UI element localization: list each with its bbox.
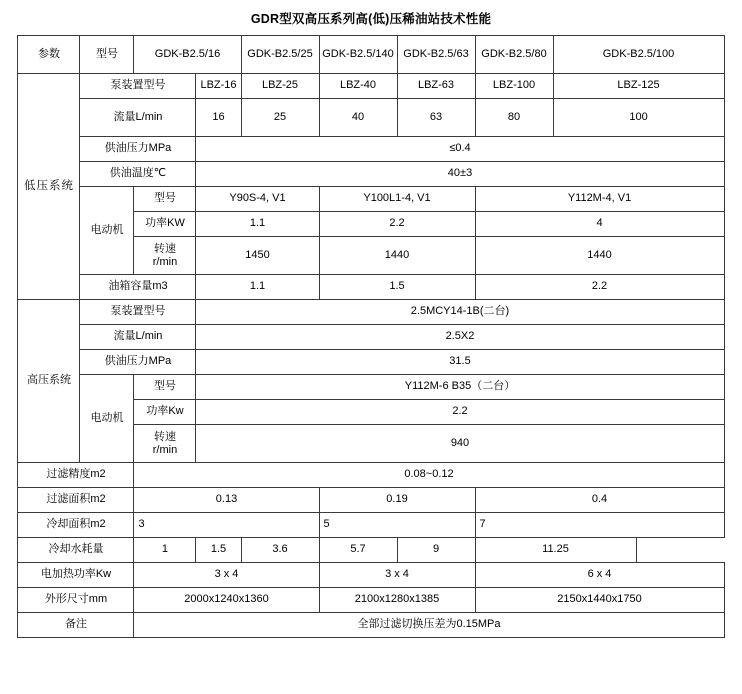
header-param: 参数 [18,36,80,74]
lp-pump-model-label: 泵装置型号 [80,74,196,99]
filter-area-2: 0.4 [475,488,724,513]
cooling-water-1: 1.5 [196,538,241,563]
header-model-2: GDK-B2.5/140 [319,36,397,74]
lp-oil-temp-value: 40±3 [196,162,724,187]
lp-tank-0: 1.1 [196,275,319,300]
table-row [18,325,724,350]
filter-area-0: 0.13 [134,488,319,513]
heater-power-2: 6 x 4 [475,563,724,588]
remark-label: 备注 [18,613,134,638]
dimension-label: 外形尺寸mm [18,588,134,613]
table-row [18,275,724,300]
dimension-1: 2100x1280x1385 [319,588,475,613]
lp-pump-model-4: LBZ-100 [475,74,553,99]
hp-motor-model-label: 型号 [134,375,196,400]
table-row [18,36,724,74]
table-row [18,300,724,325]
remark-value: 全部过滤切换压差为0.15MPa [134,613,724,638]
lp-motor-label: 电动机 [80,187,134,275]
filter-precision-label: 过滤精度m2 [18,463,134,488]
lp-motor-model-label: 型号 [134,187,196,212]
section-low-pressure: 低压系统 [18,74,80,300]
cooling-area-2: 7 [475,513,724,538]
lp-tank-1: 1.5 [319,275,475,300]
lp-motor-speed-2: 1440 [475,237,724,275]
dimension-2: 2150x1440x1750 [475,588,724,613]
header-model-5: GDK-B2.5/100 [553,36,724,74]
lp-pump-model-2: LBZ-40 [319,74,397,99]
header-model-4: GDK-B2.5/80 [475,36,553,74]
lp-flow-label: 流量L/min [80,99,196,137]
lp-motor-speed-1: 1440 [319,237,475,275]
lp-motor-speed-0: 1450 [196,237,319,275]
table-row [18,538,724,563]
cooling-water-0: 1 [134,538,196,563]
lp-flow-4: 80 [475,99,553,137]
hp-motor-speed-label-line1: 转速 [153,430,176,443]
cooling-water-label: 冷却水耗量 [18,538,134,563]
lp-motor-model-1: Y100L1-4, V1 [319,187,475,212]
lp-motor-speed-label-line1: 转速 [153,242,176,255]
hp-oil-pressure-label: 供油压力MPa [80,350,196,375]
lp-motor-model-2: Y112M-4, V1 [475,187,724,212]
header-model-0 [134,36,241,74]
cooling-water-2: 3.6 [241,538,319,563]
dimension-0: 2000x1240x1360 [134,588,319,613]
hp-motor-speed-label [134,425,196,463]
lp-pump-model-3: LBZ-63 [397,74,475,99]
cooling-water-4: 9 [397,538,475,563]
hp-pump-model-value: 2.5MCY14-1B(二台) [196,300,724,325]
lp-pump-model-5: LBZ-125 [553,74,724,99]
filter-precision-value: 0.08~0.12 [134,463,724,488]
hp-motor-speed-value: 940 [196,425,724,463]
lp-pump-model-1: LBZ-25 [241,74,319,99]
section-high-pressure: 高压系统 [18,300,80,463]
cooling-water-3: 5.7 [319,538,397,563]
table-row [18,375,724,400]
lp-pump-model-0: LBZ-16 [196,74,241,99]
lp-motor-power-2: 4 [475,212,724,237]
lp-oil-temp-label: 供油温度℃ [80,162,196,187]
model-label-0: GDK-B2.5/16 [154,48,221,61]
header-model: 型号 [80,36,134,74]
cooling-area-0: 3 [134,513,319,538]
lp-tank-label: 油箱容量m3 [80,275,196,300]
table-row [18,463,724,488]
hp-motor-power-value: 2.2 [196,400,724,425]
lp-motor-power-1: 2.2 [319,212,475,237]
lp-flow-2: 40 [319,99,397,137]
page-title: GDR型双高压系列高(低)压稀油站技术性能 [250,12,492,26]
table-row [18,488,724,513]
table-row [18,563,724,588]
lp-oil-pressure-label: 供油压力MPa [80,137,196,162]
filter-area-1: 0.19 [319,488,475,513]
heater-power-label: 电加热功率Kw [18,563,134,588]
lp-motor-speed-label-line2: r/min [152,255,178,268]
table-row [18,162,724,187]
table-row [18,350,724,375]
cooling-area-label: 冷却面积m2 [18,513,134,538]
hp-flow-value: 2.5X2 [196,325,724,350]
lp-motor-speed-label [134,237,196,275]
lp-tank-2: 2.2 [475,275,724,300]
table-row [18,74,724,99]
table-row [18,187,724,212]
lp-motor-model-0: Y90S-4, V1 [196,187,319,212]
table-row [18,513,724,538]
hp-pump-model-label: 泵装置型号 [80,300,196,325]
cooling-area-1: 5 [319,513,475,538]
cooling-water-5: 11.25 [475,538,636,563]
hp-motor-model-value: Y112M-6 B35（二台） [196,375,724,400]
heater-power-1: 3 x 4 [319,563,475,588]
table-row [18,99,724,137]
table-row [18,613,724,638]
header-model-3: GDK-B2.5/63 [397,36,475,74]
lp-flow-1: 25 [241,99,319,137]
lp-flow-3: 63 [397,99,475,137]
hp-flow-label: 流量L/min [80,325,196,350]
hp-motor-speed-label-line2: r/min [152,443,178,456]
table-row [18,137,724,162]
header-model-1: GDK-B2.5/25 [241,36,319,74]
hp-oil-pressure-value: 31.5 [196,350,724,375]
heater-power-0: 3 x 4 [134,563,319,588]
table-row [18,588,724,613]
lp-motor-power-0: 1.1 [196,212,319,237]
hp-motor-label: 电动机 [80,375,134,463]
lp-motor-power-label: 功率KW [134,212,196,237]
filter-area-label: 过滤面积m2 [18,488,134,513]
lp-flow-0: 16 [196,99,241,137]
lp-flow-5: 100 [553,99,724,137]
hp-motor-power-label: 功率Kw [134,400,196,425]
spec-table [17,35,724,638]
lp-oil-pressure-value: ≤0.4 [196,137,724,162]
